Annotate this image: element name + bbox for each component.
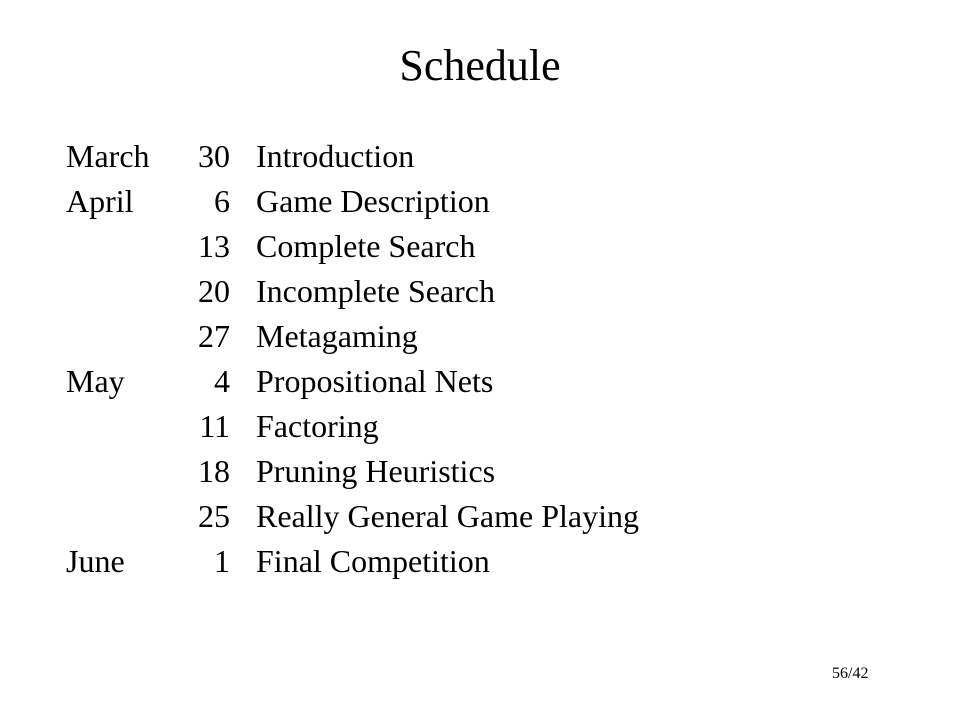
schedule-topic: Introduction bbox=[256, 138, 415, 174]
schedule-day: 20 bbox=[198, 273, 230, 309]
schedule-row bbox=[66, 269, 639, 314]
schedule-topic: Complete Search bbox=[256, 228, 476, 264]
schedule-topic: Final Competition bbox=[256, 543, 490, 579]
schedule-row bbox=[66, 494, 639, 539]
schedule-topic: Pruning Heuristics bbox=[256, 453, 496, 489]
schedule-topic: Metagaming bbox=[256, 318, 418, 354]
schedule-row bbox=[66, 224, 639, 269]
schedule-day: 27 bbox=[198, 318, 230, 354]
schedule-month bbox=[66, 269, 184, 314]
schedule-month: May bbox=[66, 363, 125, 399]
schedule-topic: Really General Game Playing bbox=[256, 498, 639, 534]
schedule-month: April bbox=[66, 183, 134, 219]
schedule-month bbox=[66, 449, 184, 494]
schedule-row bbox=[66, 539, 639, 584]
schedule-table bbox=[66, 134, 639, 584]
schedule-day: 4 bbox=[214, 363, 230, 399]
schedule-day: 11 bbox=[199, 408, 230, 444]
schedule-topic: Factoring bbox=[256, 408, 379, 444]
schedule-month: March bbox=[66, 138, 150, 174]
schedule-day: 1 bbox=[214, 543, 230, 579]
schedule-month bbox=[66, 314, 184, 359]
schedule-row bbox=[66, 134, 639, 179]
schedule-day: 25 bbox=[198, 498, 230, 534]
schedule-day: 30 bbox=[198, 138, 230, 174]
schedule-row bbox=[66, 449, 639, 494]
schedule-month bbox=[66, 494, 184, 539]
schedule-day: 6 bbox=[214, 183, 230, 219]
schedule-month bbox=[66, 404, 184, 449]
schedule-topic: Game Description bbox=[256, 183, 490, 219]
slide-title: Schedule bbox=[399, 41, 561, 90]
schedule-row bbox=[66, 314, 639, 359]
schedule-day: 13 bbox=[198, 228, 230, 264]
schedule-topic: Propositional Nets bbox=[256, 363, 494, 399]
schedule-row bbox=[66, 404, 639, 449]
schedule-day: 18 bbox=[198, 453, 230, 489]
schedule-month: June bbox=[66, 543, 125, 579]
schedule-topic: Incomplete Search bbox=[256, 273, 495, 309]
page-number: 56/42 bbox=[832, 665, 869, 682]
schedule-row bbox=[66, 359, 639, 404]
schedule-row bbox=[66, 179, 639, 224]
schedule-month bbox=[66, 224, 184, 269]
